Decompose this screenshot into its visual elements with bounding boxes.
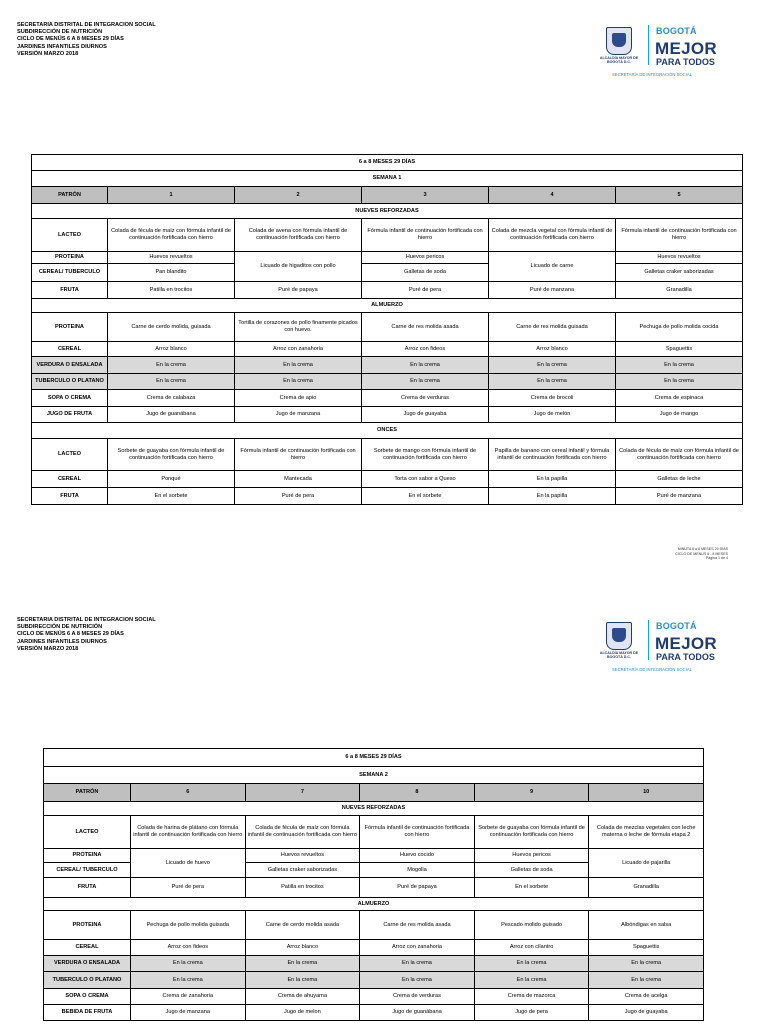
table-cell: Spaguettis	[616, 342, 743, 357]
section-nueves: NUEVES REFORZADAS	[32, 204, 743, 219]
week-label: SEMANA 1	[32, 171, 743, 187]
row-label-proteina: PROTEINA	[32, 252, 108, 264]
table-cell: En el sorbete	[362, 488, 489, 505]
logo-mejor: MEJOR	[655, 39, 717, 58]
table-cell: En la crema	[360, 956, 475, 972]
table-title: 6 a 8 MESES 29 DÍAS	[32, 155, 743, 171]
header-line: VERSIÓN MARZO 2018	[17, 50, 79, 57]
logo-bogota: BOGOTÁ	[656, 26, 697, 36]
row-label-cereal-tuberculo: CEREAL/ TUBERCULO	[44, 863, 131, 878]
table-cell: Galletas craker saborizadas	[245, 863, 360, 878]
table-cell: En la crema	[616, 357, 743, 374]
row-label-sopa: SOPA O CREMA	[32, 390, 108, 407]
day-header: 4	[489, 187, 616, 204]
header-line: VERSIÓN MARZO 2018	[17, 645, 79, 652]
table-cell: Arroz con zanahoria	[360, 940, 475, 956]
row-label-proteina: PROTEINA	[32, 313, 108, 342]
table-cell: Carne de cerdo molida, guisada	[108, 313, 235, 342]
row-label-verdura: VERDURA O ENSALADA	[32, 357, 108, 374]
table-cell: Jugo de melón	[489, 407, 616, 423]
row-label-sopa: SOPA O CREMA	[44, 989, 131, 1005]
table-cell: Sorbete de guayaba con fórmula infantil de continuación fortificada con hierro	[474, 816, 589, 849]
table-cell: Arroz blanco	[489, 342, 616, 357]
section-almuerzo: ALMUERZO	[44, 898, 704, 911]
table-cell: Arroz con fideos	[131, 940, 246, 956]
table-cell: Sorbete de guayaba con fórmula infantil de continuación fortificada con hierro	[108, 439, 235, 471]
table-cell: En la crema	[489, 357, 616, 374]
menu-table-week-2	[43, 748, 704, 1021]
logo-mejor: MEJOR	[655, 634, 717, 653]
table-cell: Arroz con zanahoria	[235, 342, 362, 357]
table-cell: Carne de res molida asada	[362, 313, 489, 342]
footer-line: MINUTA 6 a 8 MESES 29 DÍAS	[677, 547, 728, 551]
menu-table-week-1	[31, 154, 743, 505]
table-cell: En la crema	[474, 956, 589, 972]
day-header: 1	[108, 187, 235, 204]
table-cell: Fórmula infantil de continuación fortificada con hierro	[362, 219, 489, 252]
table-cell: Licuado de pajarilla	[589, 849, 704, 878]
row-label-lacteo: LACTEO	[44, 816, 131, 849]
row-label-lacteo: LACTEO	[32, 219, 108, 252]
table-cell: Pan blandito	[108, 264, 235, 282]
bogota-logo	[600, 23, 730, 81]
logo-secretaria: SECRETARÍA DE INTEGRACIÓN SOCIAL	[612, 72, 692, 77]
header-line: CICLO DE MENÚS 6 A 8 MESES 29 DÍAS	[17, 36, 124, 43]
section-onces: ONCES	[32, 423, 743, 439]
table-cell: Puré de pera	[131, 878, 246, 898]
table-cell: En la crema	[235, 374, 362, 390]
table-cell: Mogolla	[360, 863, 475, 878]
table-cell: Colada de fécula de maíz con fórmula infantil de continuación fortificada con hierro	[616, 439, 743, 471]
table-cell: Galletas de soda	[362, 264, 489, 282]
table-cell: En la crema	[616, 374, 743, 390]
logo-bogota: BOGOTÁ	[656, 621, 697, 631]
table-cell: Crema de ahuyama	[245, 989, 360, 1005]
table-cell: Colada de fécula de maíz con fórmula infantil de continuación fortificada con hierro	[108, 219, 235, 252]
table-cell: Arroz con fideos	[362, 342, 489, 357]
table-cell: Arroz con cilantro	[474, 940, 589, 956]
table-cell: En la crema	[362, 357, 489, 374]
table-cell: En la crema	[108, 374, 235, 390]
table-cell: En la crema	[489, 374, 616, 390]
table-cell: Jugo de manzana	[235, 407, 362, 423]
table-cell: Ponqué	[108, 471, 235, 488]
table-cell: Carne de res molida guisada	[489, 313, 616, 342]
patron-header: PATRÓN	[32, 187, 108, 204]
table-cell: Jugo de guanábana	[360, 1005, 475, 1021]
row-label-fruta: FRUTA	[44, 878, 131, 898]
table-cell: Patilla en trocitos	[245, 878, 360, 898]
table-cell: Papilla de banano con cereal infantil y fórmula infantil de continuación fortificada con hierro	[489, 439, 616, 471]
table-cell: Crema de mazorca	[474, 989, 589, 1005]
table-cell: En la papilla	[489, 471, 616, 488]
table-cell: En la crema	[245, 956, 360, 972]
table-cell: En la crema	[131, 956, 246, 972]
day-header: 2	[235, 187, 362, 204]
table-cell: En la crema	[589, 956, 704, 972]
header-line: JARDINES INFANTILES DIURNOS	[17, 43, 107, 50]
day-header: 6	[131, 784, 246, 802]
table-cell: Huevos revueltos	[245, 849, 360, 863]
table-cell: Fórmula infantil de continuación fortificada con hierro	[616, 219, 743, 252]
page-footer	[675, 547, 728, 561]
header-line: JARDINES INFANTILES DIURNOS	[17, 638, 107, 645]
alcaldia-label: ALCALDÍA MAYOR DE BOGOTÁ D.C.	[599, 651, 639, 660]
table-cell: Puré de papaya	[360, 878, 475, 898]
logo-divider	[648, 25, 649, 65]
table-cell: Licuado de huevo	[131, 849, 246, 878]
table-cell: Spaguettis	[589, 940, 704, 956]
coat-of-arms-icon	[606, 27, 632, 55]
day-header: 5	[616, 187, 743, 204]
header-line: CICLO DE MENÚS 6 A 8 MESES 29 DÍAS	[17, 631, 124, 638]
table-cell: Huevos revueltos	[108, 252, 235, 264]
row-label-jugo: JUGO DE FRUTA	[32, 407, 108, 423]
row-label-cereal: CEREAL	[32, 342, 108, 357]
header-line: SUBDIRECCIÓN DE NUTRICIÓN	[17, 29, 103, 36]
table-cell: En la crema	[474, 972, 589, 989]
table-cell: Puré de pera	[235, 488, 362, 505]
table-cell: En el sorbete	[474, 878, 589, 898]
table-cell: Crema de zanahoria	[131, 989, 246, 1005]
bogota-logo	[600, 618, 730, 676]
week-label: SEMANA 2	[44, 767, 704, 784]
table-cell: Sorbete de mango con fórmula infantil de continuación fortificada con hierro	[362, 439, 489, 471]
day-header: 10	[589, 784, 704, 802]
table-cell: Colada de fécula de maíz con fórmula infantil de continuación fortificada con hierro	[245, 816, 360, 849]
table-cell: Carne de res molida asada	[360, 911, 475, 940]
row-label-fruta: FRUTA	[32, 282, 108, 299]
table-cell: En la crema	[360, 972, 475, 989]
table-title: 6 a 8 MESES 29 DÍAS	[44, 749, 704, 767]
table-cell: En la crema	[589, 972, 704, 989]
row-label-cereal-tuberculo: CEREAL/ TUBERCULO	[32, 264, 108, 282]
day-header: 7	[245, 784, 360, 802]
table-cell: Jugo de guayaba	[362, 407, 489, 423]
table-cell: En la crema	[108, 357, 235, 374]
table-cell: Fórmula infantil de continuación fortificada con hierro	[360, 816, 475, 849]
table-cell: Puré de pera	[362, 282, 489, 299]
row-label-verdura: VERDURA O ENSALADA	[44, 956, 131, 972]
table-cell: Licuado de carne	[489, 252, 616, 282]
row-label-tuberculo: TUBERCULO O PLATANO	[44, 972, 131, 989]
table-cell: En la crema	[131, 972, 246, 989]
footer-line: CICLO DE MENUS 6 - 8 MESES	[675, 551, 728, 556]
table-cell: Jugo de pera	[474, 1005, 589, 1021]
logo-para-todos: PARA TODOS	[656, 652, 715, 662]
table-cell: Galletas de leche	[616, 471, 743, 488]
table-cell: Jugo de melon	[245, 1005, 360, 1021]
table-cell: Colada de mezclas vegetales con leche materna o leche de fórmula etapa 2	[589, 816, 704, 849]
table-cell: Huevos pericos	[474, 849, 589, 863]
day-header: 9	[474, 784, 589, 802]
logo-divider	[648, 620, 649, 660]
table-cell: Puré de manzana	[489, 282, 616, 299]
table-cell: Pechuga de pollo molida guisada	[131, 911, 246, 940]
table-cell: Galletas craker saborizadas	[616, 264, 743, 282]
patron-header: PATRÓN	[44, 784, 131, 802]
header-line: SUBDIRECCIÓN DE NUTRICIÓN	[17, 624, 103, 631]
table-cell: Crema de brocoli	[489, 390, 616, 407]
row-label-cereal: CEREAL	[32, 471, 108, 488]
table-cell: Pechuga de pollo molida cocida	[616, 313, 743, 342]
table-cell: Arroz blanco	[108, 342, 235, 357]
table-cell: En la crema	[235, 357, 362, 374]
table-cell: Huevos revueltos	[616, 252, 743, 264]
table-cell: Colada de harina de plátano con fórmula infantil de continuación fortificada con hierro	[131, 816, 246, 849]
table-cell: En la crema	[245, 972, 360, 989]
table-cell: Pescado molido guisado	[474, 911, 589, 940]
table-cell: Arroz blanco	[245, 940, 360, 956]
table-cell: Jugo de mango	[616, 407, 743, 423]
table-cell: Torta con sabor a Queso	[362, 471, 489, 488]
row-label-bebida: BEBIDA DE FRUTA	[44, 1005, 131, 1021]
table-cell: Crema de calabaza	[108, 390, 235, 407]
row-label-tuberculo: TUBERCULO O PLATANO	[32, 374, 108, 390]
row-label-lacteo: LACTEO	[32, 439, 108, 471]
table-cell: Puré de papaya	[235, 282, 362, 299]
table-cell: En la crema	[362, 374, 489, 390]
row-label-fruta: FRUTA	[32, 488, 108, 505]
table-cell: Colada de mezcla vegetal con fórmula infantil de continuación fortificada con hierro	[489, 219, 616, 252]
day-header: 3	[362, 187, 489, 204]
table-cell: En la papilla	[489, 488, 616, 505]
coat-of-arms-icon	[606, 622, 632, 650]
table-cell: Crema de espinaca	[616, 390, 743, 407]
table-cell: Carne de cerdo molida asada	[245, 911, 360, 940]
row-label-proteina: PROTEINA	[44, 849, 131, 863]
table-cell: Fórmula infantil de continuación fortificada con hierro	[235, 439, 362, 471]
table-cell: Albóndigas en salsa	[589, 911, 704, 940]
table-cell: Licuado de higaditos con pollo	[235, 252, 362, 282]
logo-secretaria: SECRETARÍA DE INTEGRACIÓN SOCIAL	[612, 667, 692, 672]
table-cell: Jugo de guanábana	[108, 407, 235, 423]
document-header	[17, 22, 156, 58]
table-cell: Jugo de guayaba	[589, 1005, 704, 1021]
table-cell: Jugo de manzana	[131, 1005, 246, 1021]
table-cell: Tortilla de corazones de pollo finamente picados con huevo.	[235, 313, 362, 342]
row-label-proteina: PROTEINA	[44, 911, 131, 940]
header-line: SECRETARIA DISTRITAL DE INTEGRACION SOCIAL	[17, 617, 156, 623]
table-cell: Crema de verduras	[360, 989, 475, 1005]
table-cell: Crema de apio	[235, 390, 362, 407]
table-cell: En el sorbete	[108, 488, 235, 505]
document-header	[17, 617, 156, 653]
table-cell: Patilla en trocitos	[108, 282, 235, 299]
alcaldia-label: ALCALDÍA MAYOR DE BOGOTÁ D.C.	[599, 56, 639, 65]
section-nueves: NUEVES REFORZADAS	[44, 802, 704, 816]
table-cell: Colada de avena con fórmula infantil de continuación fortificada con hierro	[235, 219, 362, 252]
table-cell: Granadilla	[589, 878, 704, 898]
table-cell: Crema de verduras	[362, 390, 489, 407]
day-header: 8	[360, 784, 475, 802]
table-cell: Puré de manzana	[616, 488, 743, 505]
header-line: SECRETARIA DISTRITAL DE INTEGRACION SOCIAL	[17, 22, 156, 28]
table-cell: Crema de acelga	[589, 989, 704, 1005]
table-cell: Granadilla	[616, 282, 743, 299]
table-cell: Galletas de soda	[474, 863, 589, 878]
table-cell: Huevos pericos	[362, 252, 489, 264]
section-almuerzo: ALMUERZO	[32, 299, 743, 313]
table-cell: Huevo cocido	[360, 849, 475, 863]
footer-line: Página 1 de 4	[705, 556, 728, 561]
row-label-cereal: CEREAL	[44, 940, 131, 956]
logo-para-todos: PARA TODOS	[656, 57, 715, 67]
table-cell: Mantecada	[235, 471, 362, 488]
